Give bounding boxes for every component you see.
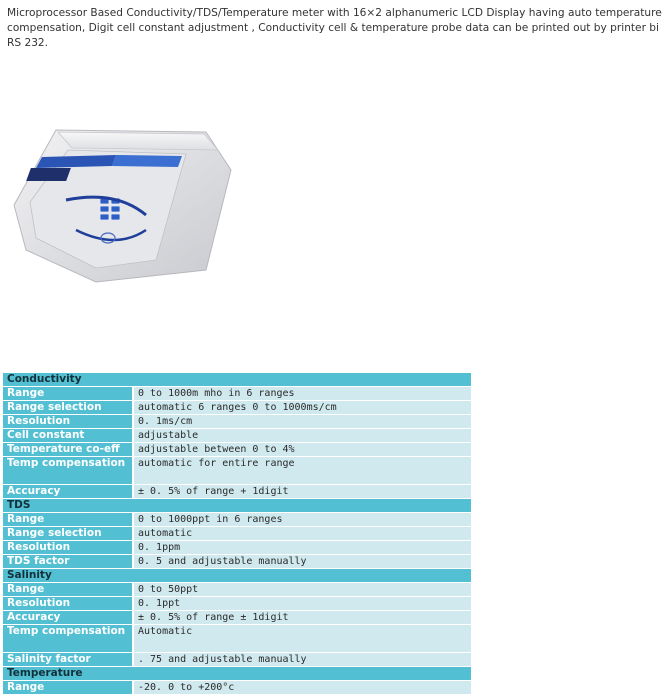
spec-value: 0. 1ppt: [134, 597, 471, 610]
spec-value: . 75 and adjustable manually: [134, 653, 471, 666]
spec-value: automatic 6 ranges 0 to 1000ms/cm: [134, 401, 471, 414]
spec-value: Automatic: [134, 625, 471, 652]
spec-row: [3, 401, 471, 414]
spec-row: [3, 541, 471, 554]
spec-label: Salinity factor: [3, 653, 134, 666]
spec-value: adjustable: [134, 429, 471, 442]
spec-value: 0. 1ms/cm: [134, 415, 471, 428]
spec-value: 0 to 1000ppt in 6 ranges: [134, 513, 471, 526]
section-header: [3, 667, 471, 680]
section-title: Temperature: [3, 667, 471, 680]
spec-label: Temp compensation: [3, 625, 134, 652]
spec-value: automatic: [134, 527, 471, 540]
section-header: [3, 569, 471, 582]
section-title: Conductivity: [3, 373, 471, 386]
spec-value: ± 0. 5% of range + 1digit: [134, 485, 471, 498]
spec-row: [3, 611, 471, 624]
spec-value: 0. 5 and adjustable manually: [134, 555, 471, 568]
spec-row: [3, 653, 471, 666]
spec-row: [3, 457, 471, 484]
spec-row: [3, 597, 471, 610]
spec-value: 0. 1ppm: [134, 541, 471, 554]
specifications-table: [3, 372, 471, 695]
spec-value: 0 to 1000m mho in 6 ranges: [134, 387, 471, 400]
spec-row: [3, 555, 471, 568]
product-description: Microprocessor Based Conductivity/TDS/Temperature meter with 16×2 alphanumeric LCD Display having auto temperature compensation, Digit cell constant adjustment , Conductivity cell & temperature probe data can be printed out by printer bi RS 232.: [7, 7, 662, 49]
spec-value: adjustable between 0 to 4%: [134, 443, 471, 456]
spec-label: Temperature co-eff: [3, 443, 134, 456]
spec-row: [3, 625, 471, 652]
spec-row: [3, 485, 471, 498]
spec-label: Range: [3, 681, 134, 694]
spec-label: Range selection: [3, 401, 134, 414]
spec-row: [3, 681, 471, 694]
spec-row: [3, 415, 471, 428]
spec-label: Range: [3, 513, 134, 526]
section-title: TDS: [3, 499, 471, 512]
spec-row: [3, 387, 471, 400]
spec-label: Resolution: [3, 415, 134, 428]
spec-value: 0 to 50ppt: [134, 583, 471, 596]
spec-label: Range: [3, 387, 134, 400]
spec-label: Resolution: [3, 541, 134, 554]
spec-value: automatic for entire range: [134, 457, 471, 484]
product-photo-meter: [6, 110, 238, 285]
spec-value: -20. 0 to +200°c: [134, 681, 471, 694]
section-header: [3, 373, 471, 386]
spec-value: ± 0. 5% of range ± 1digit: [134, 611, 471, 624]
spec-label: Cell constant: [3, 429, 134, 442]
spec-row: [3, 527, 471, 540]
spec-row: [3, 513, 471, 526]
spec-label: Resolution: [3, 597, 134, 610]
spec-row: [3, 583, 471, 596]
section-header: [3, 499, 471, 512]
spec-label: Accuracy: [3, 485, 134, 498]
spec-label: Range selection: [3, 527, 134, 540]
section-title: Salinity: [3, 569, 471, 582]
spec-label: Accuracy: [3, 611, 134, 624]
spec-label: Temp compensation: [3, 457, 134, 484]
spec-row: [3, 443, 471, 456]
spec-label: Range: [3, 583, 134, 596]
spec-label: TDS factor: [3, 555, 134, 568]
spec-row: [3, 429, 471, 442]
